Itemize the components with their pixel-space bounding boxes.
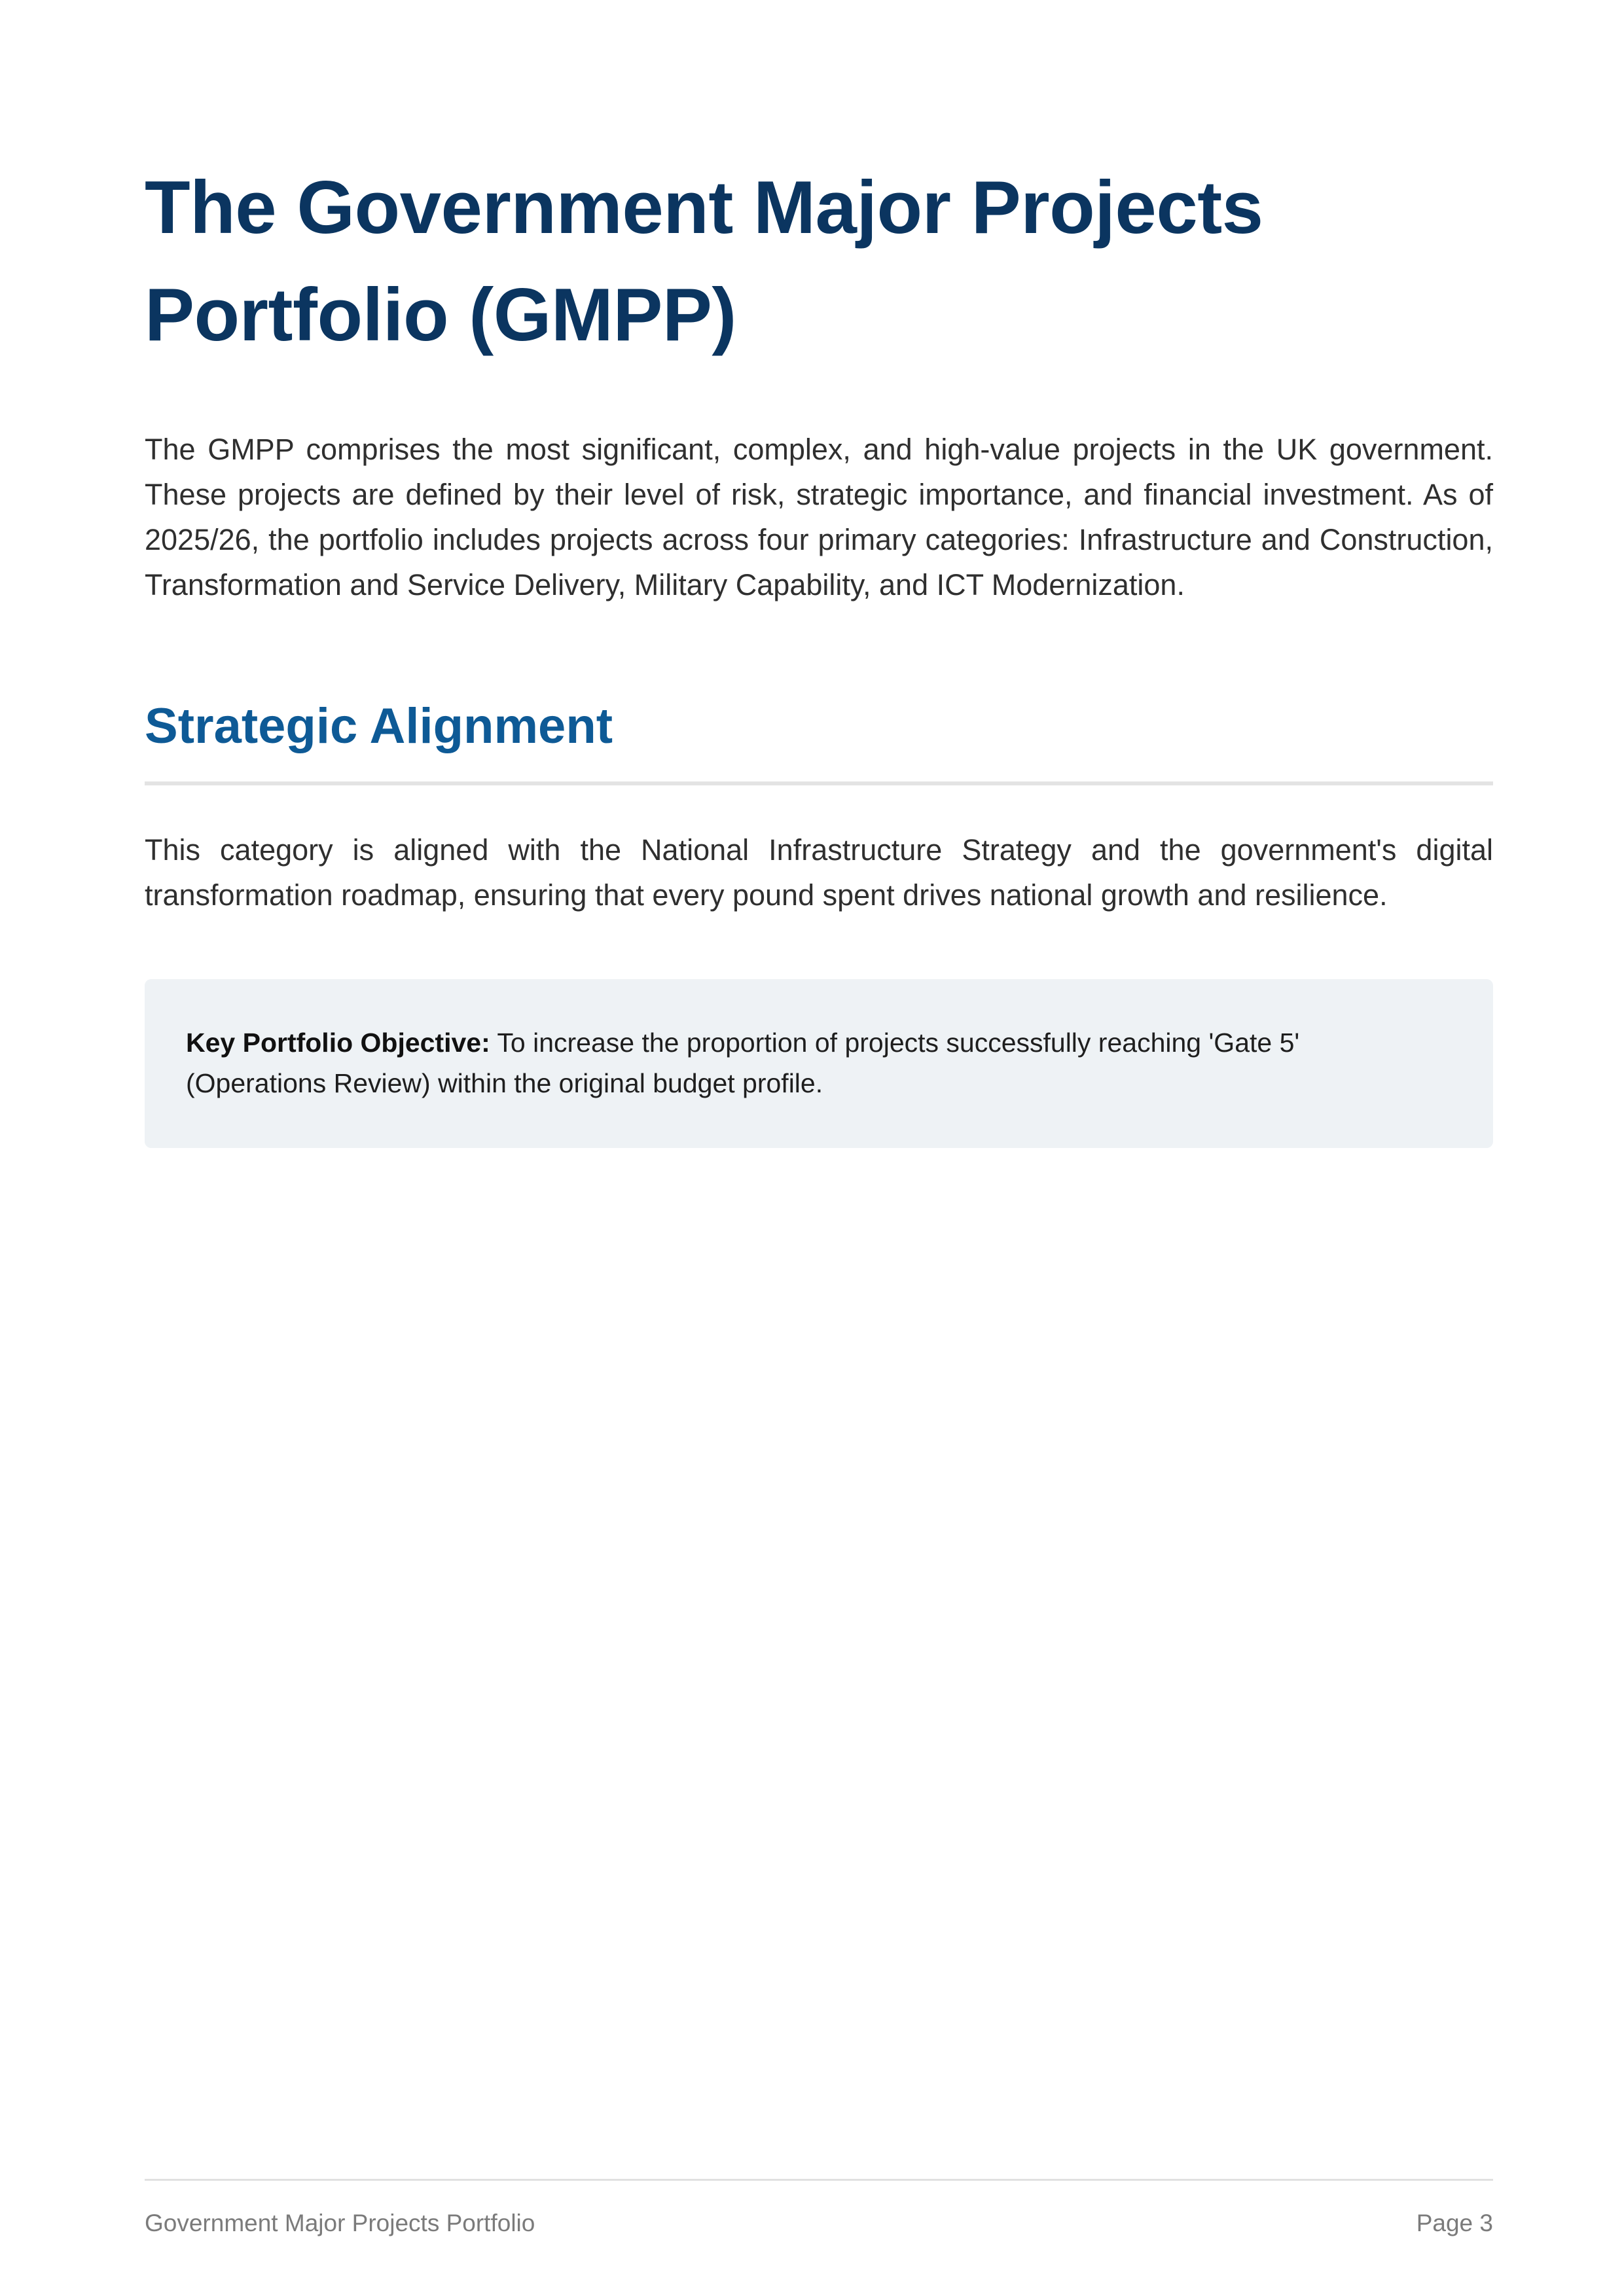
intro-paragraph: The GMPP comprises the most significant, complex, and high-value projects in the UK government. These projects are defined by their level of risk, strategic importance, and financial investment. As of 2025/26, the portfolio includes projects across four primary categories: Infrastructure and Construction, Transformation and Service Delivery, Military Capability, and ICT Modernization. <box>145 433 1493 601</box>
objective-callout <box>145 979 1493 1148</box>
section-paragraph: This category is aligned with the National Infrastructure Strategy and the government's digital transformation roadmap, ensuring that every pound spent drives national growth and resilience. <box>145 833 1493 912</box>
page-title: The Government Major Projects Portfolio (GMPP) <box>145 166 1263 357</box>
footer-page-number: Page 3 <box>1416 2210 1493 2236</box>
callout-label: Key Portfolio Objective: <box>186 1028 490 1058</box>
callout-body: To increase the proportion of projects successfully reaching 'Gate 5' (Operations Review) within the original budget profile. <box>186 1028 1300 1098</box>
footer-document-name: Government Major Projects Portfolio <box>145 2210 535 2236</box>
page-content <box>145 154 1493 1148</box>
page-footer <box>145 2179 1493 2236</box>
callout-text <box>186 1022 1351 1103</box>
section-heading: Strategic Alignment <box>145 695 1493 785</box>
